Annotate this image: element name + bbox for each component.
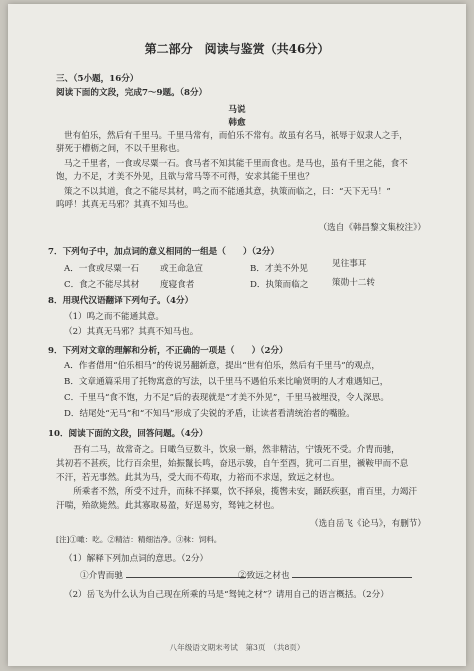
q10-sub1-item-b-text: ②致远之材也 (238, 571, 290, 581)
q7-option-c1: C．食之不能尽其材 (64, 280, 140, 290)
passage2-line: 不汗，若无事然。此其为马，受大而不苟取，力裕而不求逞，致远之材也。 (56, 473, 340, 483)
passage2-notes: [注]①噉：吃。②精洁：精细洁净。③秣：饲料。 (56, 535, 222, 544)
q10-sub1-item-b (238, 571, 412, 582)
passage2-line: 汗喘，殆欲毙然。此其寡取易盈，好逞易穷，驽钝之材也。 (56, 501, 280, 511)
question-7: 7．下列句子中，加点词的意义相同的一组是（ ）（2分） (48, 247, 280, 257)
passage-line: 骈死于槽枥之间，不以千里称也。 (56, 144, 185, 154)
passage-line: 饱，力不足，才美不外见，且欲与常马等不可得，安求其能千里也？ (56, 172, 314, 182)
passage-title: 马说 (228, 105, 246, 115)
page-footer: 八年级语文期末考试 第3页 （共8页） (169, 643, 305, 652)
section-heading: 三、（5小题，16分） (56, 74, 139, 84)
question-8: 8．用现代汉语翻译下列句子。（4分） (48, 296, 194, 306)
q7-option-b1: B．才美不外见 (250, 264, 308, 274)
answer-blank[interactable] (126, 577, 246, 578)
q7-option-d1: D．执策而临之 (250, 280, 309, 290)
q7-option-b2: 见往事耳 (332, 259, 367, 269)
q7-option-c2: 度寝食者 (160, 280, 195, 290)
q8-sentence-2: （2）其真无马邪？其真不知马也。 (64, 327, 199, 337)
passage-source: （选自《韩昌黎文集校注》） (318, 223, 426, 233)
exam-page (8, 4, 466, 666)
passage-line: 马之千里者，一食或尽粟一石。食马者不知其能千里而食也。是马也，虽有千里之能，食不 (64, 159, 408, 169)
q7-option-a1: A．一食或尽粟一石 (64, 264, 139, 274)
q10-sub1: （1）解释下列加点词的意思。（2分） (64, 554, 209, 564)
q8-sentence-1: （1）鸣之而不能通其意。 (64, 312, 164, 322)
q9-option-d: D．结尾处“无马”和“不知马”形成了尖锐的矛盾，让读者看清统治者的嘴脸。 (64, 409, 355, 419)
answer-blank[interactable] (292, 577, 412, 578)
passage2-line: 其初若不甚疾，比行百余里，始振鬣长鸣，奋迅示骏，自午至酉，犹可二百里，褫鞍甲而不息 (56, 459, 409, 469)
passage-line: 世有伯乐，然后有千里马。千里马常有，而伯乐不常有。故虽有名马，祇辱于奴隶人之手， (64, 131, 408, 141)
passage-line: 呜呼！其真无马邪？其真不知马也。 (56, 200, 194, 210)
passage2-line: 吾有二马，故常奇之。日噉刍豆数斗，饮泉一斛，然非精洁，宁饿死不受。介胄而驰， (56, 445, 400, 455)
passage2-line: 所乘者不然，所受不过升，而秣不择粟，饮不择泉，揽辔未安，踊跃疾驱，甫百里，力竭汗 (56, 487, 417, 497)
q10-sub1-item-a-text: ①介胄而驰 (80, 571, 123, 581)
q7-option-d2: 策勋十二转 (332, 278, 375, 288)
q9-option-a: A．作者借用“伯乐相马”的传说另翻新意，提出“世有伯乐，然后有千里马”的观点， (64, 361, 380, 371)
q10-sub2: （2）岳飞为什么认为自己现在所乘的马是“驽钝之材”？请用自己的语言概括。（2分） (64, 590, 389, 600)
passage-author: 韩愈 (228, 118, 246, 128)
question-10: 10．阅读下面的文段，回答问题。（4分） (48, 429, 208, 439)
q10-sub1-item-a (80, 571, 246, 582)
q9-option-b: B．文章通篇采用了托物寓意的写法，以千里马不遇伯乐来比喻贤明的人才难遇知己， (64, 377, 389, 387)
q9-option-c: C．千里马“食不饱，力不足”后的表现就是“才美不外见”，千里马被埋没，令人深思。 (64, 393, 389, 403)
q7-option-a2: 或王命急宣 (160, 264, 203, 274)
passage-intro: 阅读下面的文段，完成7～9题。（8分） (56, 88, 208, 98)
question-9: 9．下列对文章的理解和分析，不正确的一项是（ ）（2分） (48, 346, 288, 356)
passage2-source: （选自岳飞《论马》，有删节） (309, 519, 426, 529)
part-title: 第二部分 阅读与鉴赏（共46分） (144, 42, 330, 56)
passage-line: 策之不以其道，食之不能尽其材，鸣之而不能通其意，执策而临之，曰：“天下无马！” (64, 187, 391, 197)
